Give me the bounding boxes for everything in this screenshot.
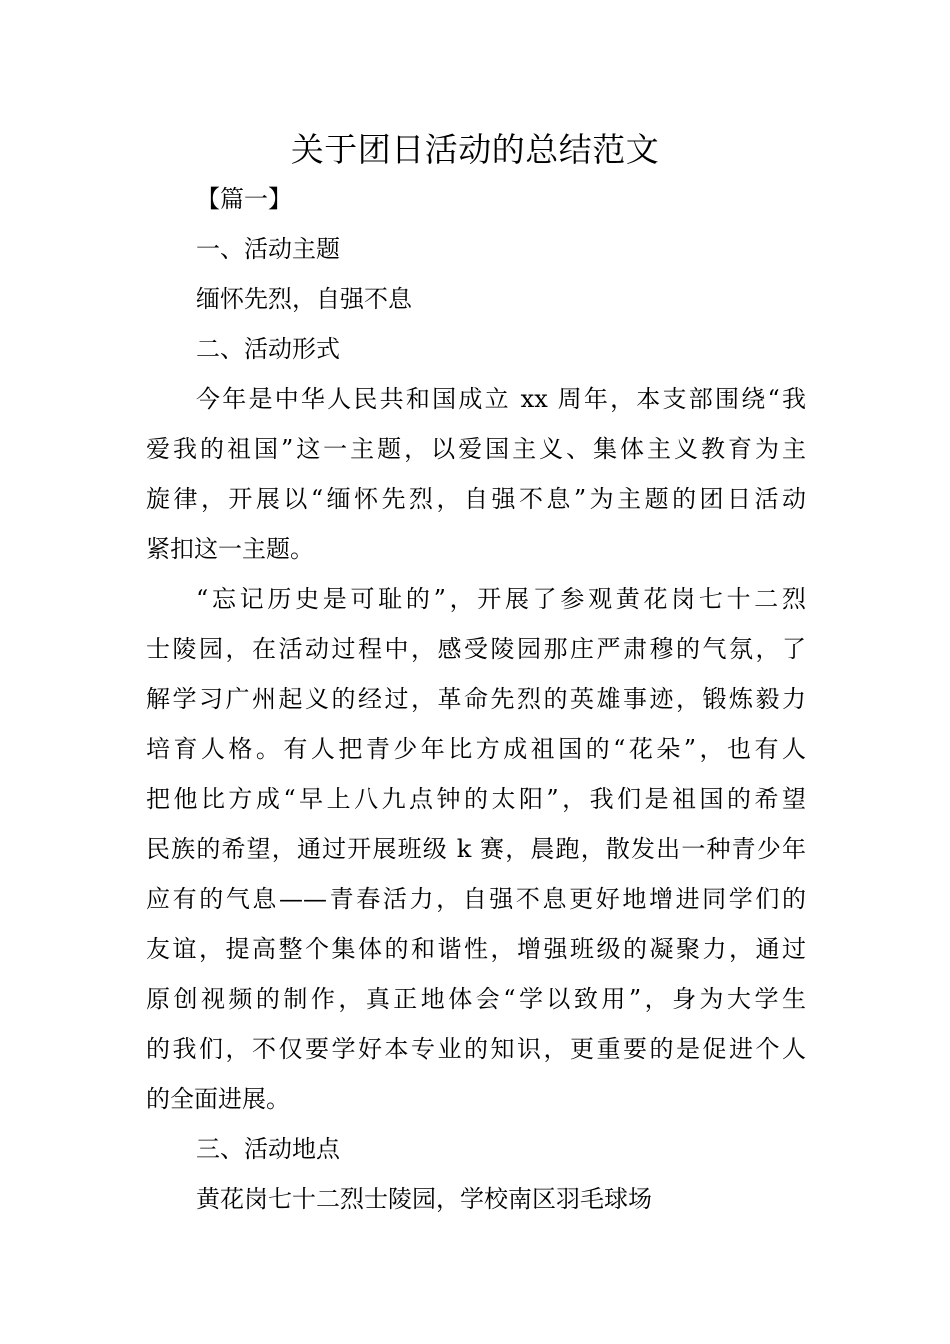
paragraph-line: 紧扣这一主题。 xyxy=(146,535,314,563)
paragraph-line: 培育人格。有人把青少年比方成祖国的“花朵”，也有人 xyxy=(146,735,806,763)
paragraph-line: 应有的气息——青春活力，自强不息更好地增进同学们的 xyxy=(146,885,806,913)
paragraph-line: 原创视频的制作，真正地体会“学以致用”，身为大学生 xyxy=(146,985,806,1013)
section-text-theme: 缅怀先烈，自强不息 xyxy=(196,285,412,313)
section-heading-theme: 一、活动主题 xyxy=(196,235,340,263)
paragraph-line: 爱我的祖国”这一主题，以爱国主义、集体主义教育为主 xyxy=(146,435,806,463)
section-text-location: 黄花岗七十二烈士陵园，学校南区羽毛球场 xyxy=(196,1185,652,1213)
paragraph-line: 解学习广州起义的经过，革命先烈的英雄事迹，锻炼毅力 xyxy=(146,685,806,713)
paragraph-line: “忘记历史是可耻的”，开展了参观黄花岗七十二烈 xyxy=(196,585,806,613)
paragraph-line: 旋律，开展以“缅怀先烈，自强不息”为主题的团日活动 xyxy=(146,485,806,513)
paragraph-line: 士陵园，在活动过程中，感受陵园那庄严肃穆的气氛，了 xyxy=(146,635,806,663)
section-heading-location: 三、活动地点 xyxy=(196,1135,340,1163)
paragraph-line: 民族的希望，通过开展班级 k 赛，晨跑，散发出一种青少年 xyxy=(146,835,806,863)
document-title: 关于团日活动的总结范文 xyxy=(290,130,660,169)
paragraph-line: 的我们，不仅要学好本专业的知识，更重要的是促进个人 xyxy=(146,1035,806,1063)
paragraph-line: 友谊，提高整个集体的和谐性，增强班级的凝聚力，通过 xyxy=(146,935,806,963)
section-heading-form: 二、活动形式 xyxy=(196,335,340,363)
paragraph-line: 今年是中华人民共和国成立 xx 周年，本支部围绕“我 xyxy=(196,385,806,413)
paragraph-line: 的全面进展。 xyxy=(146,1085,290,1113)
part-label: 【篇一】 xyxy=(196,185,292,213)
paragraph-line: 把他比方成“早上八九点钟的太阳”，我们是祖国的希望 xyxy=(146,785,806,813)
